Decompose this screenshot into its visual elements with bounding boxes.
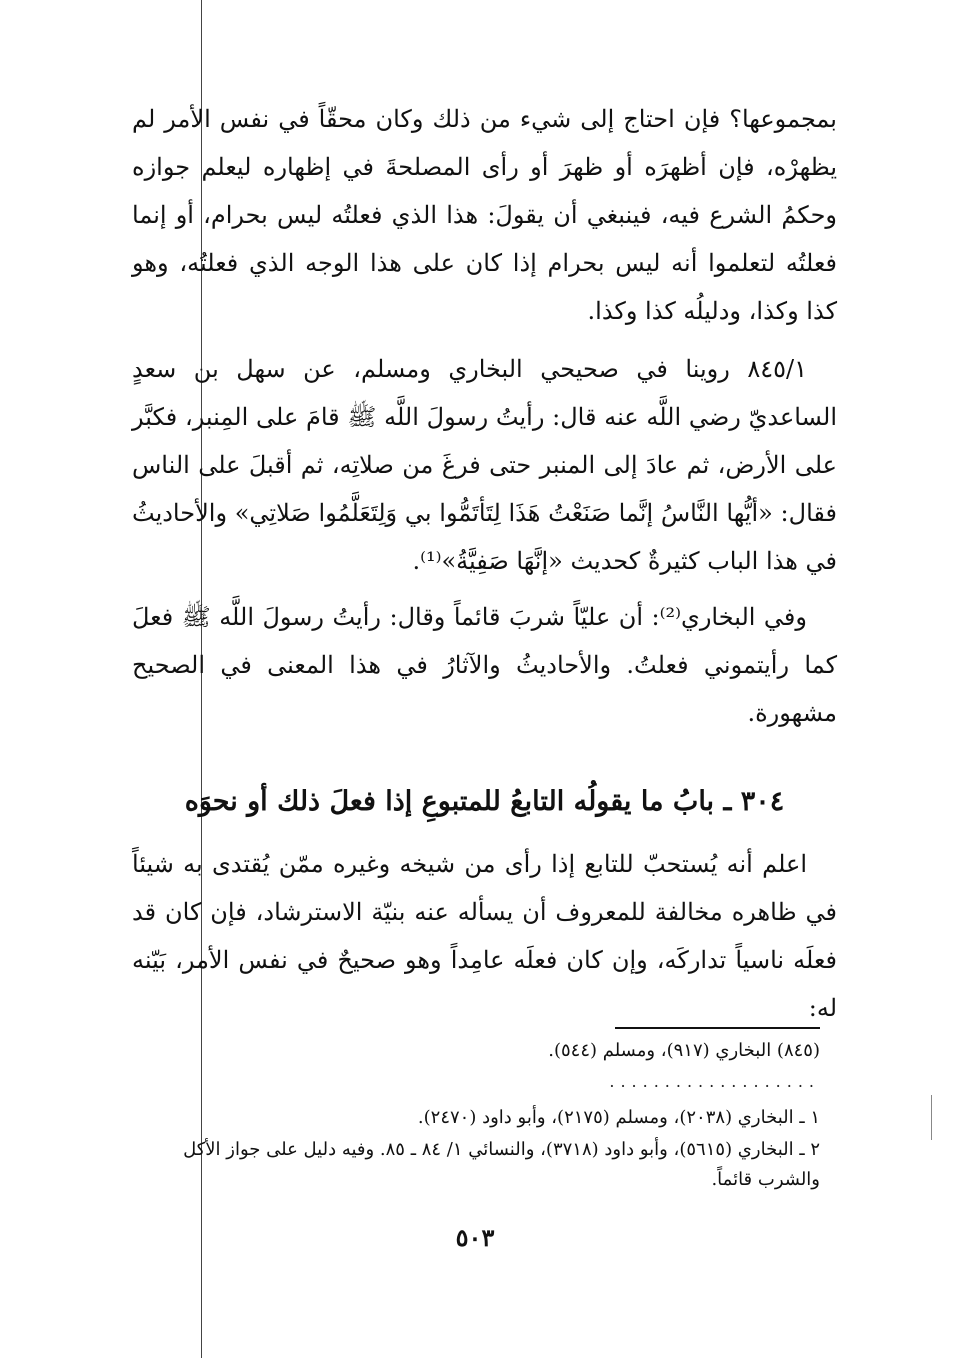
footnote-separator bbox=[615, 1027, 820, 1029]
footnote-dotted-separator: ................... bbox=[609, 1074, 820, 1090]
paragraph-continuation bbox=[132, 95, 837, 335]
footnote-main: (٨٤٥) البخاري (٩١٧)، ومسلم (٥٤٤). bbox=[548, 1040, 820, 1061]
paragraph-text: بمجموعها؟ فإن احتاج إلى شيء من ذلك وكان محقّاً في نفس الأمر لم يظهرْه، فإن أظهرَه أو ظهرَ أو رأى المصلحةَ في إظهاره ليعلم جوازه وحكمُ الشرع فيه، فينبغي أن يقولَ: هذا الذي فعلتُه ليس بحرام، أو إنما فعلتُه لتعلموا أنه ليس بحرام إذا كان على هذا الوجه الذي فعلتُه، وهو كذا وكذا، ودليلُه كذا وكذا. bbox=[132, 105, 837, 325]
paragraph-bukhari bbox=[132, 593, 837, 737]
page-number: ٥٠٣ bbox=[455, 1223, 495, 1252]
paragraph-text: ٨٤٥/١ روينا في صحيحي البخاري ومسلم، عن سهل بن سعدٍ الساعديّ رضي اللَّه عنه قال: رأيتُ رسولَ اللَّه ﷺ قامَ على المِنبر، فكبَّر على الأرض، ثم عادَ إلى المنبر حتى فرغَ من صلاتِه، ثم أقبلَ على الناس فقال: «أيُّها النَّاسُ إنَّما صَنَعْتُ هَذَا لِتَأتَمُّوا بي وَلِتَعَلَّمُوا صَلاتِي» والأحاديثُ في هذا الباب كثيرةٌ كحديث «إنَّهَا صَفِيَّةُ»⁽¹⁾. bbox=[132, 355, 837, 575]
paragraph-text: وفي البخاري⁽²⁾: أن عليّاً شربَ قائماً وقال: رأيتُ رسولَ اللَّه ﷺ فعلَ كما رأيتموني فعلتُ. والأحاديثُ والآثارُ في هذا المعنى في الصحيح مشهورة. bbox=[132, 603, 837, 727]
paragraph-chapter-intro bbox=[132, 840, 837, 1032]
chapter-heading: ٣٠٤ ـ بابُ ما يقولُه التابعُ للمتبوعِ إذا فعلَ ذلك أو نحوَه bbox=[184, 786, 785, 817]
paragraph-hadith-845 bbox=[132, 345, 837, 585]
paragraph-text: اعلم أنه يُستحبّ للتابع إذا رأى من شيخه وغيره ممّن يُقتدى به شيئاً في ظاهره مخالفة للمعروف أن يسأله عنه بنيّة الاسترشاد، فإن كان قد فعلَه ناسياً تداركَه، وإن كان فعلَه عامِداً وهو صحيحٌ في نفس الأمر، بَيّنه له: bbox=[132, 850, 837, 1022]
footnote-2: ٢ ـ البخاري (٥٦١٥)، وأبو داود (٣٧١٨)، والنسائي ١/ ٨٤ ـ ٨٥. وفيه دليل على جواز الأكل والشرب قائماً. bbox=[183, 1139, 820, 1190]
scan-edge-mark bbox=[931, 1095, 932, 1140]
footnote-1: ١ ـ البخاري (٢٠٣٨)، ومسلم (٢١٧٥)، وأبو داود (٢٤٧٠). bbox=[417, 1107, 820, 1128]
